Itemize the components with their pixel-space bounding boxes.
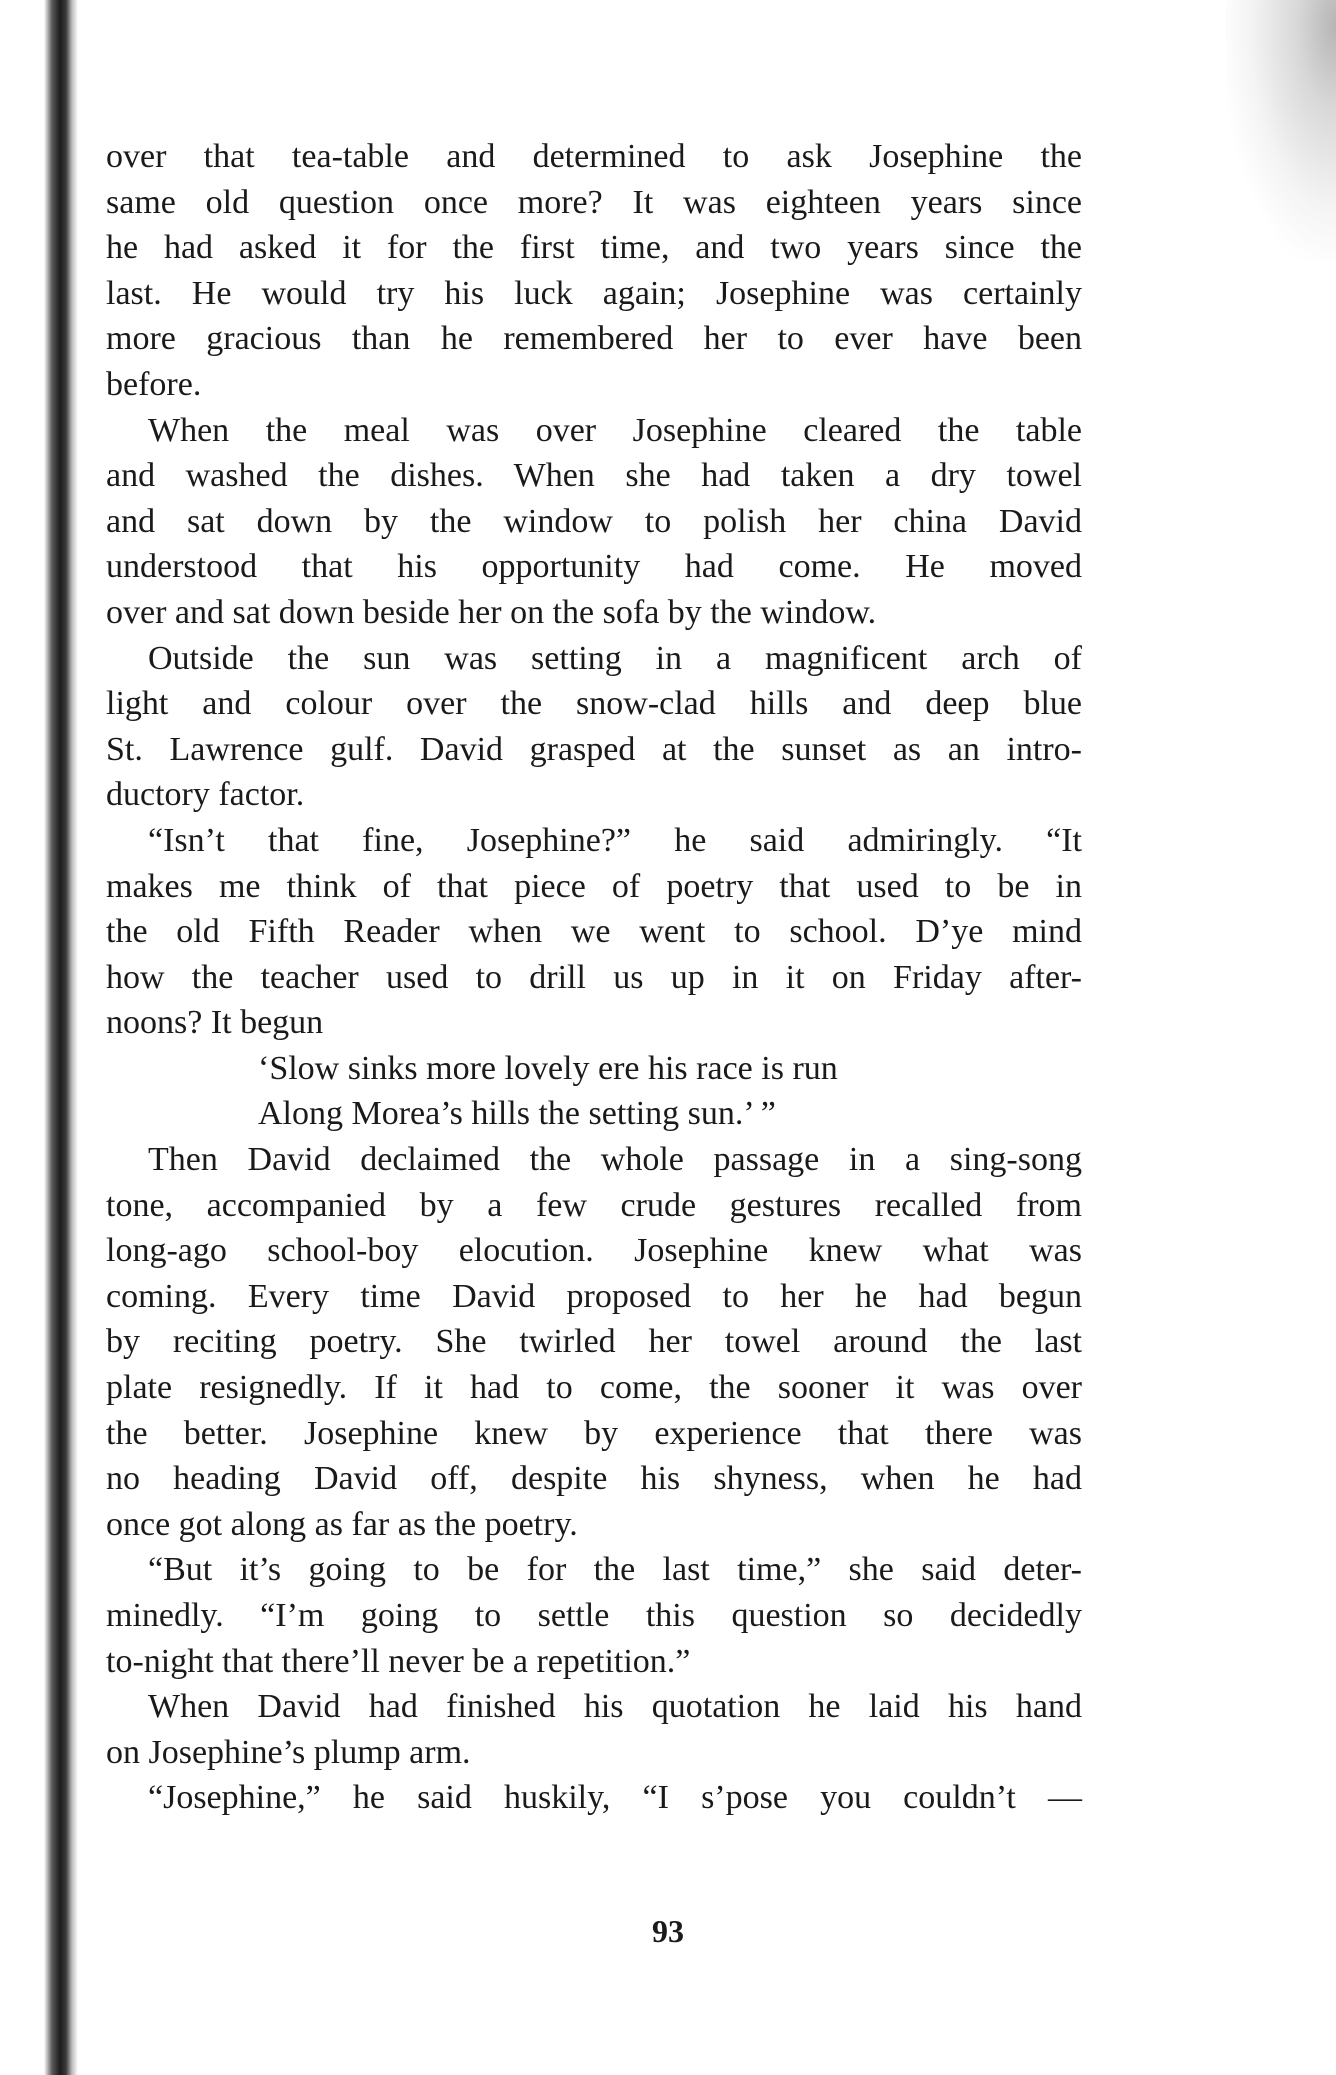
text-line: same old question once more? It was eighteen years since xyxy=(106,183,1082,221)
verse-line: Along Morea’s hills the setting sun.’ ” xyxy=(258,1095,776,1133)
text-line: the old Fifth Reader when we went to school. D’ye mind xyxy=(106,913,1082,951)
verse-line: ‘Slow sinks more lovely ere his race is run xyxy=(258,1049,838,1087)
text-line: last. He would try his luck again; Josephine was certainly xyxy=(106,274,1082,312)
text-line: light and colour over the snow-clad hills and deep blue xyxy=(106,685,1082,723)
text-line: he had asked it for the first time, and two years since the xyxy=(106,229,1082,267)
text-line: and washed the dishes. When she had taken a dry towel xyxy=(106,457,1082,495)
text-line: the better. Josephine knew by experience that there was xyxy=(106,1414,1082,1452)
text-line: once got along as far as the poetry. xyxy=(106,1505,578,1543)
text-line: “But it’s going to be for the last time,” she said deter- xyxy=(148,1551,1082,1589)
text-line: plate resignedly. If it had to come, the sooner it was over xyxy=(106,1369,1082,1407)
page-number: 93 xyxy=(652,1913,684,1949)
text-line: on Josephine’s plump arm. xyxy=(106,1733,471,1771)
text-line: noons? It begun xyxy=(106,1004,324,1042)
text-line: understood that his opportunity had come. He moved xyxy=(106,548,1082,586)
text-line: minedly. “I’m going to settle this question so decidedly xyxy=(106,1597,1082,1634)
binding-shadow xyxy=(0,0,80,2075)
text-line: how the teacher used to drill us up in it on Friday after- xyxy=(106,958,1082,996)
text-line: to-night that there’ll never be a repetition.” xyxy=(106,1642,691,1680)
scan-noise xyxy=(1226,0,1336,260)
text-line: long-ago school-boy elocution. Josephine knew what was xyxy=(106,1232,1082,1270)
text-line: Outside the sun was setting in a magnificent arch of xyxy=(148,639,1082,677)
text-line: more gracious than he remembered her to ever have been xyxy=(106,320,1082,358)
text-line: coming. Every time David proposed to her he had begun xyxy=(106,1277,1082,1315)
text-line: makes me think of that piece of poetry that used to be in xyxy=(106,867,1082,905)
text-line: Then David declaimed the whole passage in a sing-song xyxy=(148,1141,1082,1179)
text-line: St. Lawrence gulf. David grasped at the sunset as an intro- xyxy=(106,730,1082,768)
text-line: “Isn’t that fine, Josephine?” he said admiringly. “It xyxy=(148,821,1082,859)
text-line: When the meal was over Josephine cleared the table xyxy=(148,411,1082,449)
text-line: tone, accompanied by a few crude gestures recalled from xyxy=(106,1186,1082,1224)
text-line: before. xyxy=(106,365,202,403)
text-line: by reciting poetry. She twirled her towel around the last xyxy=(106,1323,1082,1361)
text-line: When David had finished his quotation he laid his hand xyxy=(148,1688,1082,1726)
text-line: over that tea-table and determined to ask Josephine the xyxy=(106,138,1082,175)
body-text xyxy=(106,134,1082,1821)
text-line: over and sat down beside her on the sofa by the window. xyxy=(106,593,877,631)
text-line: and sat down by the window to polish her china David xyxy=(106,502,1082,540)
text-line: “Josephine,” he said huskily, “I s’pose you couldn’t — xyxy=(148,1779,1082,1817)
text-line: no heading David off, despite his shyness, when he had xyxy=(106,1460,1082,1498)
text-line: ductory factor. xyxy=(106,776,305,814)
